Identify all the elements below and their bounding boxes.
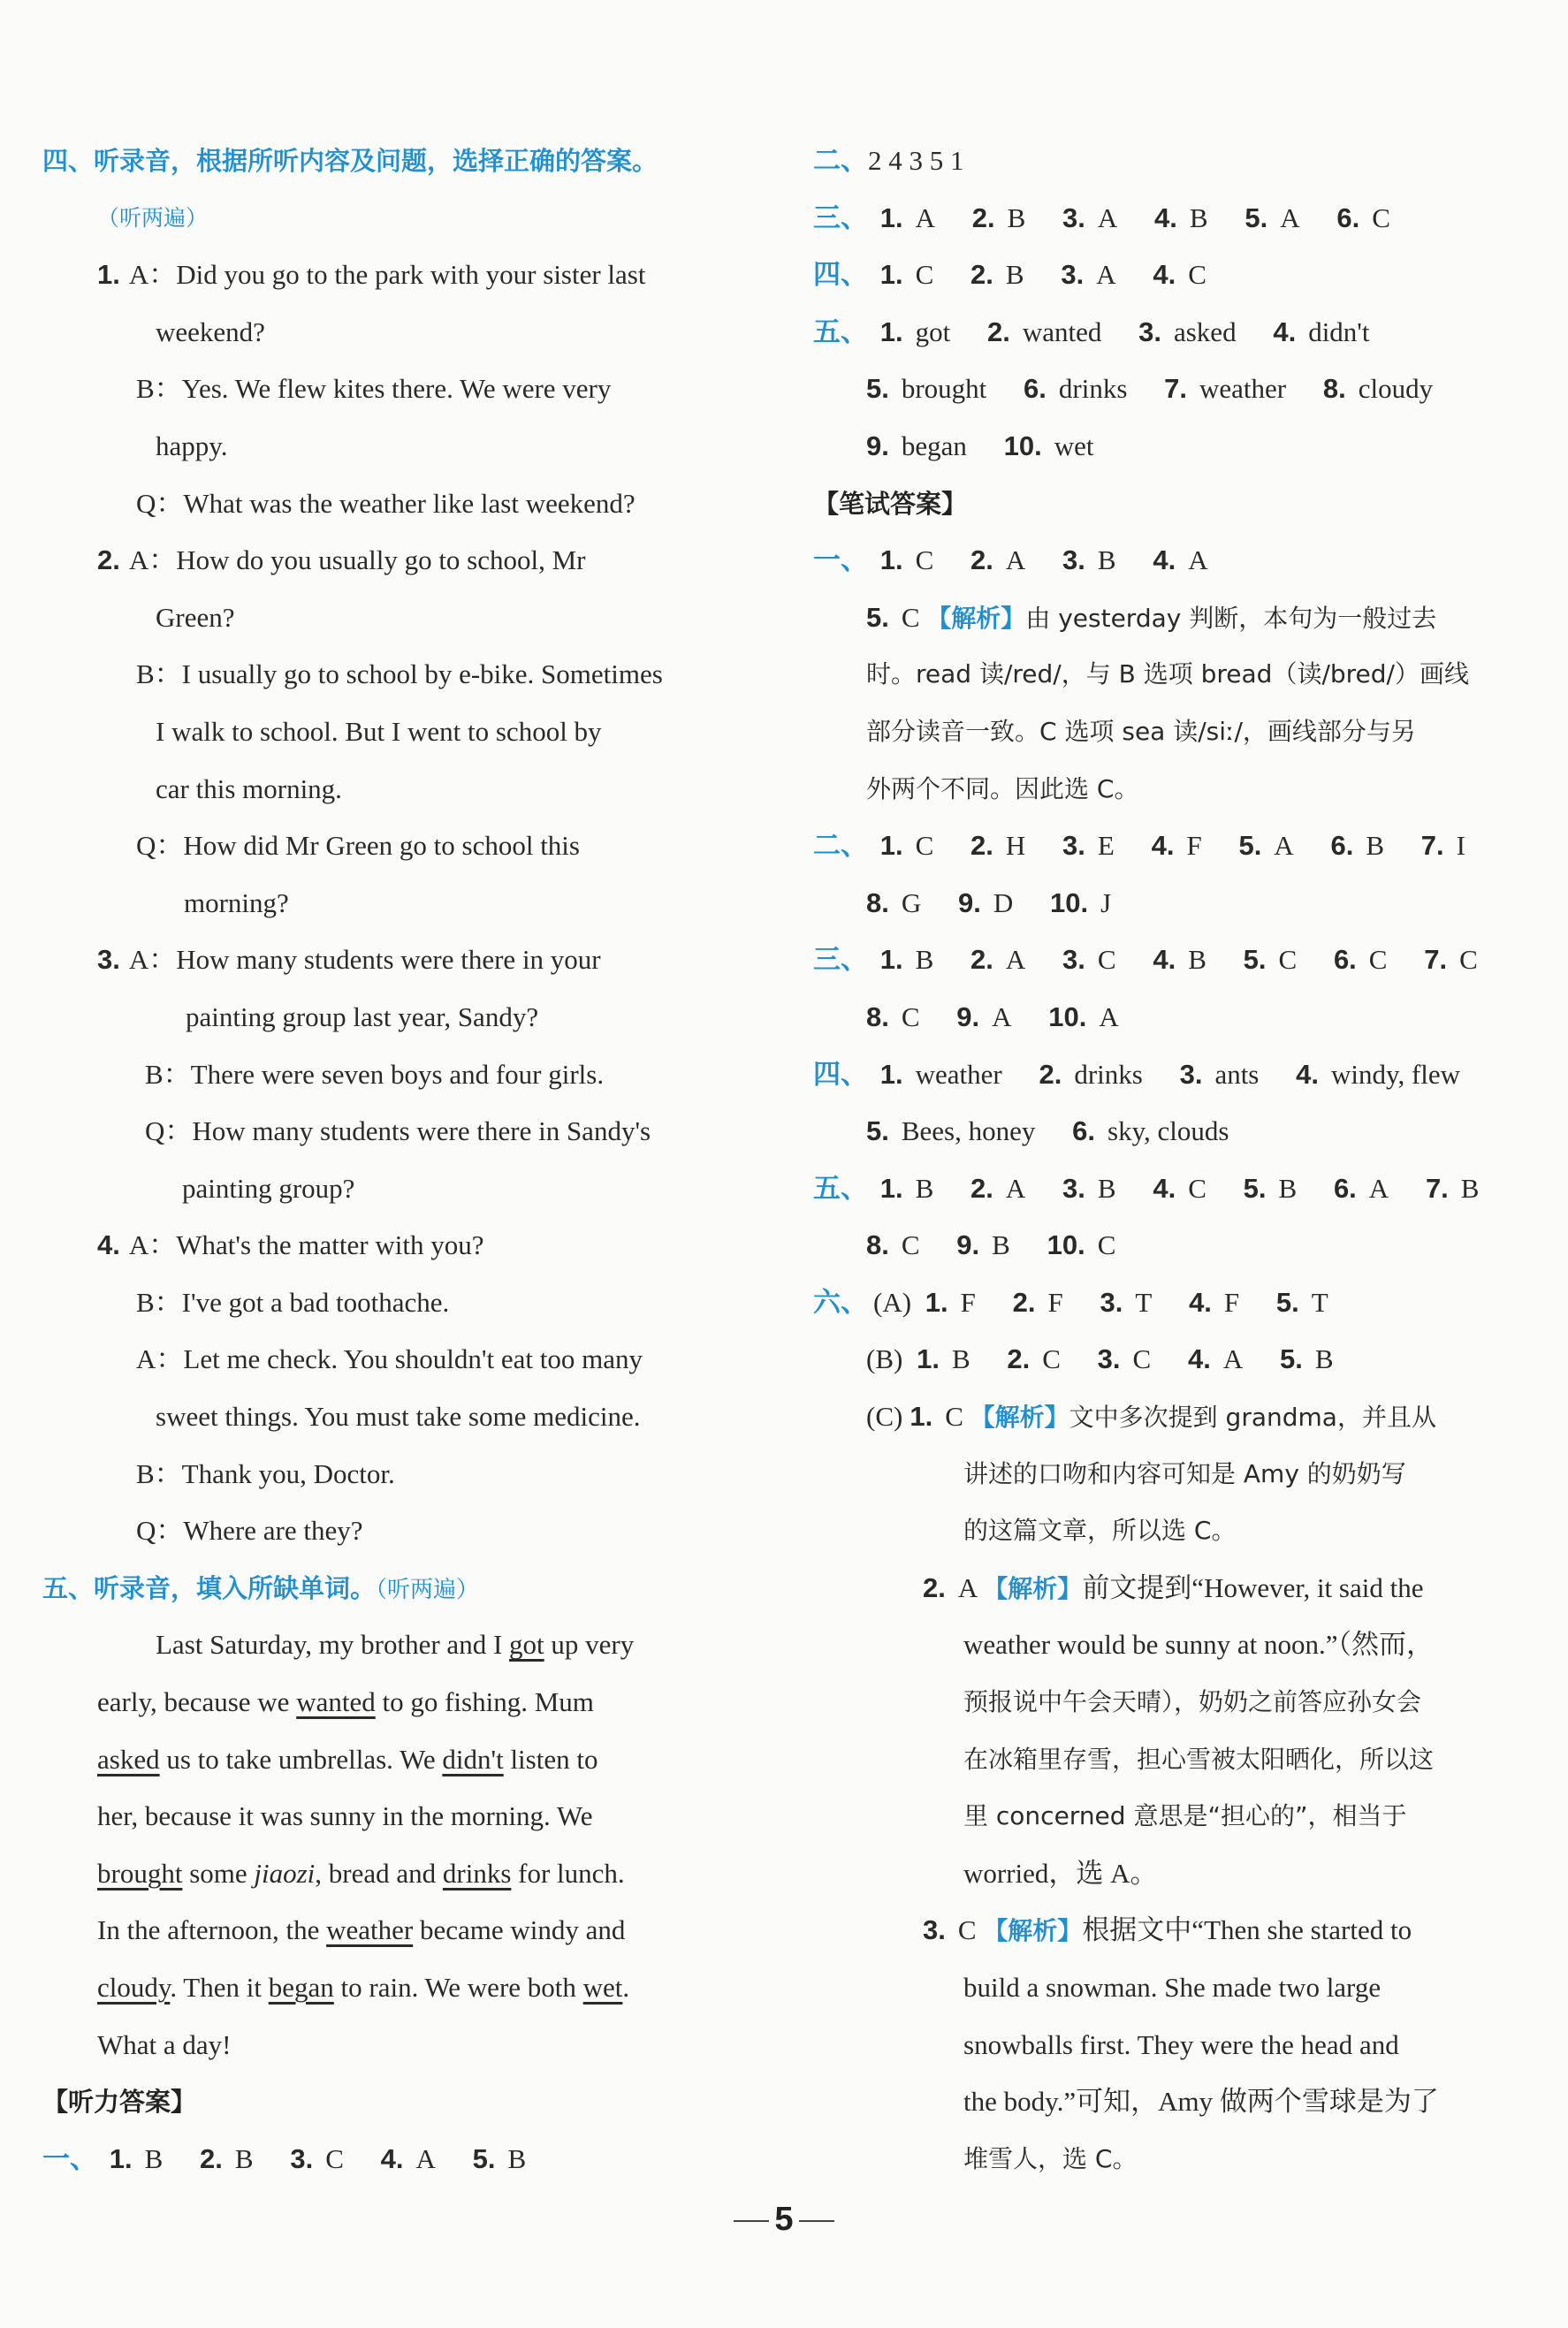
- passage-line-2: early, because we wanted to go fishing. Mum: [97, 1686, 594, 1718]
- q2-line-q2: morning?: [184, 886, 289, 918]
- q4-line-q: Q：Where are they?: [136, 1515, 363, 1547]
- w6-c3-line3: snowballs first. They were the head and: [963, 2028, 1399, 2060]
- answer-row-w5-2: 8. C 9. B 10. C: [866, 1229, 1116, 1261]
- answer-row-w5-1: 五、 1. B 2. A 3. B 4. C 5. B 6. A 7. B: [813, 1172, 1480, 1205]
- listening-answers-1: 一、 1. B 2. B 3. C 4. A 5. B: [42, 2142, 527, 2175]
- answer-row-r5-1: 五、 1. got 2. wanted 3. asked 4. didn't: [813, 316, 1370, 348]
- answer-row-w2-2: 8. G 9. D 10. J: [866, 886, 1112, 918]
- w1-item5-line3: 部分读音一致。C 选项 sea 读/siː/，画线部分与另: [866, 716, 1416, 746]
- blank-wanted: wanted: [296, 1686, 376, 1718]
- answer-row-r2: 二、2 4 3 5 1: [813, 145, 964, 177]
- section-5-title-line: [42, 1560, 750, 1617]
- answer-row-w1: 一、 1. C 2. A 3. B 4. A: [813, 544, 1208, 577]
- blank-began: began: [268, 1972, 334, 2003]
- right-column: [813, 133, 1511, 2187]
- passage-line-6: In the afternoon, the weather became windy and: [97, 1914, 626, 1946]
- blank-got: got: [509, 1629, 544, 1661]
- passage-line-3: asked us to take umbrellas. We didn't listen to: [97, 1743, 598, 1775]
- q4-line-a2: A：Let me check. You shouldn't eat too many: [136, 1343, 643, 1375]
- w6-c2-line2: weather would be sunny at noon.”（然而，: [963, 1629, 1435, 1661]
- section-5-note: （听两遍）: [376, 1576, 480, 1603]
- listening-answers-header: 【听力答案】: [42, 2087, 197, 2118]
- q4-line-b: B：I've got a bad toothache.: [136, 1286, 450, 1318]
- q3-line-a2: painting group last year, Sandy?: [186, 1000, 539, 1032]
- page-dash-left: [734, 2220, 769, 2222]
- passage-line-4: her, because it was sunny in the morning. We: [97, 1800, 593, 1832]
- answer-row-r4: 四、 1. C 2. B 3. A 4. C: [813, 259, 1206, 292]
- w6-c1-line2: 讲述的口吻和内容可知是 Amy 的奶奶写: [963, 1458, 1406, 1488]
- q4-line-a: 4. A：What's the matter with you?: [97, 1229, 484, 1261]
- w6-c1-line1: (C) 1. C 【解析】文中多次提到 grandma，并且从: [866, 1401, 1436, 1433]
- section-4-note: （听两遍）: [97, 204, 209, 231]
- q2-line-b3: car this morning.: [156, 772, 342, 804]
- blank-brought: brought: [97, 1857, 183, 1889]
- passage-line-5: brought some jiaozi, bread and drinks for lunch.: [97, 1857, 625, 1889]
- passage-line-1: Last Saturday, my brother and I got up very: [156, 1629, 635, 1661]
- answer-row-w2-1: 二、 1. C 2. H 3. E 4. F 5. A 6. B 7. I: [813, 830, 1465, 863]
- w6-c2-line3: 预报说中午会天晴），奶奶之前答应孙女会: [963, 1687, 1422, 1717]
- q4-line-b2: B：Thank you, Doctor.: [136, 1457, 395, 1489]
- blank-wet: wet: [582, 1972, 623, 2003]
- w6-c2-line1: 2. A 【解析】前文提到“However, it said the: [923, 1571, 1424, 1603]
- answer-row-r3: 三、 1. A 2. B 3. A 4. B 5. A 6. C: [813, 202, 1390, 234]
- blank-asked: asked: [97, 1743, 160, 1775]
- w1-item5-line2: 时。read 读/red/，与 B 选项 bread（读/bred/）画线: [866, 659, 1469, 689]
- answer-row-w6-a: 六、 (A) 1. F 2. F 3. T 4. F 5. T: [813, 1286, 1328, 1319]
- w1-item5-line1: 5. C 【解析】由 yesterday 判断，本句为一般过去: [866, 601, 1437, 633]
- q2-line-a: 2. A：How do you usually go to school, Mr: [97, 544, 586, 576]
- w6-c1-line3: 的这篇文章，所以选 C。: [963, 1516, 1237, 1546]
- q3-line-q: Q：How many students were there in Sandy's: [145, 1115, 651, 1147]
- answer-row-r5-3: 9. began 10. wet: [866, 430, 1094, 461]
- w6-c3-line4: the body.”可知，Amy 做两个雪球是为了: [963, 2086, 1439, 2118]
- answer-row-w4-2: 5. Bees, honey 6. sky, clouds: [866, 1115, 1229, 1147]
- q1-line-b: B：Yes. We flew kites there. We were very: [136, 373, 612, 405]
- blank-drinks: drinks: [442, 1857, 512, 1889]
- page-dash-right: [799, 2220, 834, 2222]
- q4-line-a2b: sweet things. You must take some medicine.: [156, 1401, 641, 1433]
- q2-line-b2: I walk to school. But I went to school by: [156, 715, 602, 747]
- page-number: 5: [0, 2201, 1568, 2239]
- w6-c3-line5: 堆雪人，选 C。: [963, 2143, 1138, 2173]
- passage-line-8: What a day!: [97, 2028, 232, 2060]
- section-4-title: 四、听录音，根据所听内容及问题，选择正确的答案。: [42, 146, 658, 176]
- answer-row-w4-1: 四、 1. weather 2. drinks 3. ants 4. windy, flew: [813, 1058, 1461, 1091]
- section-5-title: 五、听录音，填入所缺单词。: [42, 1572, 377, 1603]
- q3-line-b: B：There were seven boys and four girls.: [145, 1058, 605, 1090]
- q1-line-a: 1. A：Did you go to the park with your sister last: [97, 259, 646, 291]
- w6-c2-line6: worried，选 A。: [963, 1857, 1158, 1889]
- q2-line-a2: Green?: [156, 601, 235, 633]
- answer-row-r5-2: 5. brought 6. drinks 7. weather 8. cloudy: [866, 373, 1434, 405]
- written-answers-header: 【笔试答案】: [813, 488, 968, 519]
- blank-weather: weather: [326, 1914, 414, 1946]
- w6-c2-line5: 里 concerned 意思是“担心的”，相当于: [963, 1801, 1407, 1831]
- q3-line-a: 3. A：How many students were there in your: [97, 944, 601, 976]
- q2-line-q: Q：How did Mr Green go to school this: [136, 830, 580, 862]
- w6-c2-line4: 在冰箱里存雪，担心雪被太阳晒化，所以这: [963, 1744, 1435, 1774]
- answer-row-w3-2: 8. C 9. A 10. A: [866, 1000, 1119, 1032]
- blank-cloudy: cloudy: [97, 1972, 171, 2003]
- q1-line-q: Q：What was the weather like last weekend?: [136, 487, 636, 519]
- answer-row-w6-b: (B) 1. B 2. C 3. C 4. A 5. B: [866, 1343, 1334, 1375]
- q3-line-q2: painting group?: [182, 1172, 355, 1204]
- w6-c3-line1: 3. C 【解析】根据文中“Then she started to: [923, 1914, 1412, 1946]
- q1-line-a2: weekend?: [156, 316, 265, 347]
- q1-line-b2: happy.: [156, 430, 228, 461]
- w1-item5-line4: 外两个不同。因此选 C。: [866, 773, 1139, 803]
- left-column: [42, 133, 750, 2187]
- answer-row-w3-1: 三、 1. B 2. A 3. C 4. B 5. C 6. C 7. C: [813, 944, 1478, 977]
- passage-line-7: cloudy. Then it began to rain. We were both wet.: [97, 1972, 630, 2003]
- q2-line-b: B：I usually go to school by e-bike. Sometimes: [136, 658, 663, 690]
- w6-c3-line2: build a snowman. She made two large: [963, 1972, 1382, 2003]
- blank-didnt: didn't: [442, 1743, 504, 1775]
